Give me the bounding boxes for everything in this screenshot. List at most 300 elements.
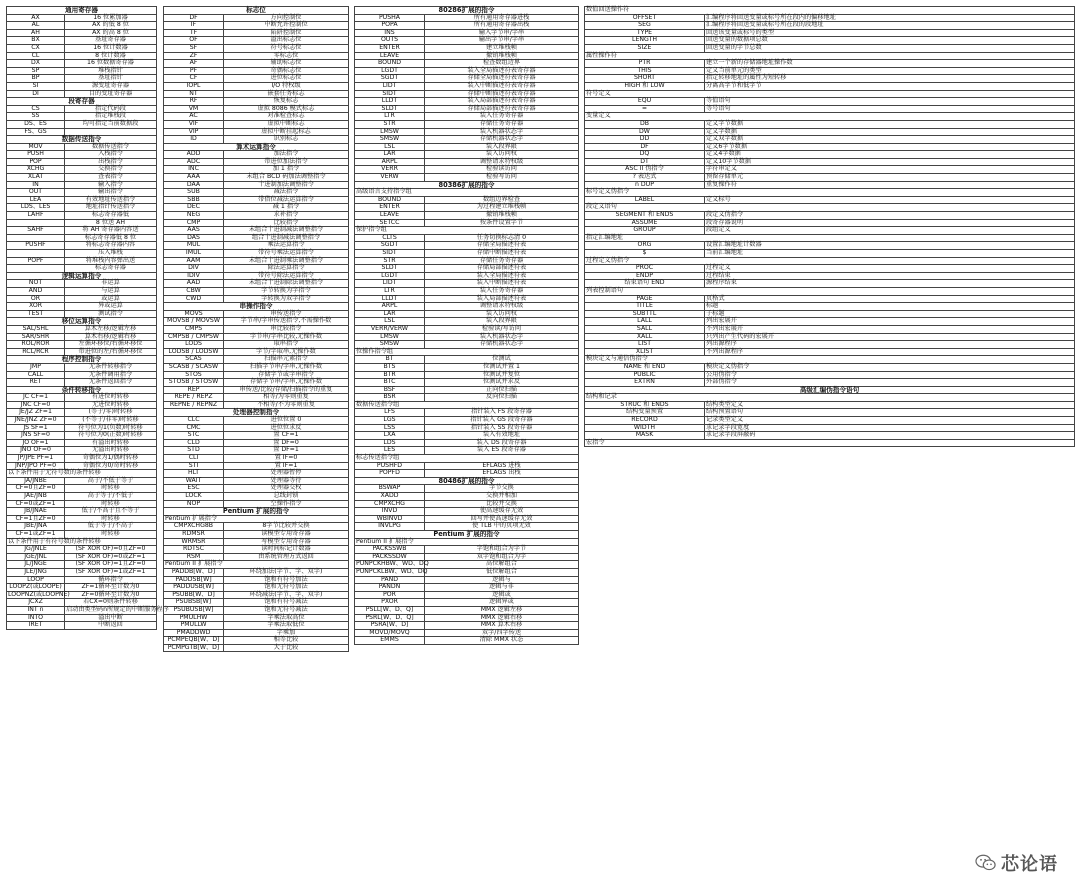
mnemonic-cell: VERR: [355, 166, 425, 174]
mnemonic-cell: AAM: [164, 257, 224, 265]
mnemonic-cell: STC: [164, 432, 224, 440]
table-row: [585, 128, 1075, 136]
mnemonic-cell: LMSW: [355, 333, 425, 341]
table-row: [585, 333, 1075, 341]
description-cell: 结构类型定义: [705, 401, 1075, 409]
description-cell: 装入段界限: [425, 143, 579, 151]
table-row: [7, 14, 157, 22]
description-cell: 处理器暂停: [224, 470, 349, 478]
description-cell: 装入全局描述符表: [425, 272, 579, 280]
description-cell: 均可指定当前数据段: [65, 120, 157, 128]
mnemonic-cell: DW: [585, 128, 705, 136]
mnemonic-cell: OF: [164, 37, 224, 45]
mnemonic-cell: OFFSET: [585, 14, 705, 22]
description-cell: 虚拟中断标志: [224, 120, 349, 128]
mnemonic-cell: LEA: [7, 196, 65, 204]
section-title: 条件转移指令: [7, 386, 157, 394]
description-cell: 8 位计数器: [65, 52, 157, 60]
description-cell: 输出指令: [65, 189, 157, 197]
table-row: [164, 493, 349, 501]
description-cell: 总线封锁: [224, 493, 349, 501]
mnemonic-cell: BX: [7, 37, 65, 45]
mnemonic-cell: DX: [7, 60, 65, 68]
section-title: 位操作指令组: [355, 348, 579, 356]
mnemonic-cell: IOPL: [164, 82, 224, 90]
mnemonic-cell: IMUL: [164, 250, 224, 258]
mnemonic-cell: BSWAP: [355, 485, 425, 493]
mnemonic-cell: INT n: [7, 606, 65, 614]
mnemonic-cell: STRUC 和 ENDS: [585, 401, 705, 409]
section-title: Pentium 扩展的指令: [164, 508, 349, 516]
mnemonic-cell: DF: [164, 14, 224, 22]
mnemonic-cell: NEG: [164, 212, 224, 220]
description-cell: 建立堆栈帧: [425, 44, 579, 52]
description-cell: 存储任务寄存器: [425, 257, 579, 265]
mnemonic-cell: AC: [164, 113, 224, 121]
description-cell: 进位位求反: [224, 424, 349, 432]
description-cell: 时转移: [65, 500, 157, 508]
mnemonic-cell: INS: [355, 29, 425, 37]
section-title: 标号定义伪指令: [585, 189, 1075, 197]
subsection-header: [585, 257, 1075, 265]
mnemonic-cell: AX: [7, 14, 65, 22]
mnemonic-cell: CX: [7, 44, 65, 52]
mnemonic-cell: LOOPZ(或LOOPE): [7, 584, 65, 592]
mnemonic-cell: BP: [7, 75, 65, 83]
table-row: [585, 325, 1075, 333]
description-cell: 双字/四字传送: [425, 629, 579, 637]
mnemonic-cell: [7, 265, 65, 273]
description-cell: 数组边界检查: [425, 196, 579, 204]
table-row: [355, 606, 579, 614]
table-row: [355, 568, 579, 576]
description-cell: 入栈指令: [65, 151, 157, 159]
table-row: [585, 67, 1075, 75]
mnemonic-cell: JAE/JNB: [7, 493, 65, 501]
description-cell: 只列出产生代码的宏展开: [705, 333, 1075, 341]
register-column: [6, 6, 169, 630]
description-cell: 交换并相加: [425, 493, 579, 501]
description-cell: 低于/不高于且不等于: [65, 508, 157, 516]
mnemonic-cell: $: [585, 250, 705, 258]
table-row: [585, 37, 1075, 45]
description-cell: 存储字节串/字串,无操作数: [224, 379, 349, 387]
mnemonic-cell: CBW: [164, 287, 224, 295]
mnemonic-cell: XOR: [7, 303, 65, 311]
description-cell: 有进位时转移: [65, 394, 157, 402]
description-cell: 存储中断描述符表寄存器: [425, 90, 579, 98]
description-cell: 为过程建立堆栈帧: [425, 204, 579, 212]
mnemonic-cell: DAS: [164, 234, 224, 242]
mnemonic-cell: 结构变量预置: [585, 409, 705, 417]
mnemonic-cell: LAR: [355, 151, 425, 159]
mnemonic-cell: XLIST: [585, 348, 705, 356]
mnemonic-cell: DT: [585, 158, 705, 166]
mnemonic-cell: NAME 和 END: [585, 363, 705, 371]
table-row: [585, 136, 1075, 144]
description-cell: 相等/为零则重复: [224, 394, 349, 402]
description-cell: 装入访问权: [425, 151, 579, 159]
description-cell: 数据传送指令: [65, 143, 157, 151]
description-cell: (SF XOR OF)=0且ZF=0: [65, 546, 157, 554]
description-cell: (不等于/非零)时转移: [65, 417, 157, 425]
description-cell: 使 TLB 中的页项无效: [425, 523, 579, 531]
mnemonic-cell: CLTS: [355, 234, 425, 242]
description-cell: 存储中断描述符表: [425, 250, 579, 258]
description-cell: 处理器交权: [224, 485, 349, 493]
mnemonic-cell: MOV: [7, 143, 65, 151]
description-cell: 无条件返回指令: [65, 379, 157, 387]
mnemonic-cell: RSM: [164, 553, 224, 561]
description-cell: 进位标志位: [224, 75, 349, 83]
wechat-icon: [975, 853, 997, 873]
description-cell: 求补指令: [224, 212, 349, 220]
mnemonic-cell: LGDT: [355, 67, 425, 75]
description-cell: 不列出源程序: [705, 348, 1075, 356]
mnemonic-cell: DB: [585, 120, 705, 128]
mnemonic-cell: VIP: [164, 128, 224, 136]
mnemonic-cell: PUBLIC: [585, 371, 705, 379]
section-header: [355, 7, 579, 15]
mnemonic-cell: 结束语句 END: [585, 280, 705, 288]
mnemonic-cell: SEGMENT 和 ENDS: [585, 212, 705, 220]
table-row: [585, 318, 1075, 326]
description-cell: 带进位的左/右循环移位: [65, 348, 157, 356]
mnemonic-cell: WIDTH: [585, 424, 705, 432]
description-cell: 低位解组合: [425, 568, 579, 576]
section-title: 高级汇编伪指令语句: [585, 386, 1075, 394]
mnemonic-cell: DEC: [164, 204, 224, 212]
table-row: [585, 348, 1075, 356]
mnemonic-cell: LOCK: [164, 493, 224, 501]
mnemonic-cell: INTO: [7, 614, 65, 622]
mnemonic-cell: EQU: [585, 98, 705, 106]
description-cell: 无进位时转移: [65, 401, 157, 409]
description-cell: EFLAGS 进栈: [425, 462, 579, 470]
table-row: [355, 493, 579, 501]
section-title: Pentium II 扩展指令: [164, 561, 349, 569]
description-cell: 带借位减法运算指令: [224, 196, 349, 204]
mnemonic-cell: CS: [7, 105, 65, 113]
table-row: [585, 98, 1075, 106]
table-row: [355, 363, 579, 371]
description-cell: 检查数组边界: [425, 60, 579, 68]
mnemonic-cell: SF: [164, 44, 224, 52]
subsection-header: [355, 455, 579, 463]
table-row: [585, 242, 1075, 250]
mnemonic-cell: PAGE: [585, 295, 705, 303]
mnemonic-cell: STR: [355, 257, 425, 265]
mnemonic-cell: CMC: [164, 424, 224, 432]
section-title: 数据传送指令: [7, 136, 157, 144]
description-cell: 分离高字节和低字节: [705, 82, 1075, 90]
description-cell: 减法指令: [224, 189, 349, 197]
mnemonic-cell: STI: [164, 462, 224, 470]
description-cell: 装入任务寄存器: [425, 113, 579, 121]
table-row: [164, 363, 349, 371]
description-cell: 算术左移/逻辑左移: [65, 325, 157, 333]
description-cell: 过程定义: [705, 265, 1075, 273]
mnemonic-cell: MASK: [585, 432, 705, 440]
description-cell: 汇编程序将回送变量或标号所在段内的偏移地址: [705, 14, 1075, 22]
mnemonic-cell: PSUBSB[W]: [164, 599, 224, 607]
table-row: [585, 82, 1075, 90]
mnemonic-cell: INVD: [355, 508, 425, 516]
mnemonic-cell: CF=0且ZF=0: [7, 485, 65, 493]
mnemonic-cell: SS: [7, 113, 65, 121]
description-cell: 启动由类型码n所规定的中断服务程序: [66, 605, 169, 613]
mnemonic-cell: ESC: [164, 485, 224, 493]
mnemonic-cell: CMP: [164, 219, 224, 227]
mnemonic-cell: LIST: [585, 341, 705, 349]
description-cell: 指针装入 FS 段寄存器: [425, 409, 579, 417]
description-cell: 过程结束: [705, 272, 1075, 280]
mnemonic-cell: LOOP: [7, 576, 65, 584]
description-cell: 16 位计数器: [65, 44, 157, 52]
mnemonic-cell: PUSHA: [355, 14, 425, 22]
description-cell: 指定堆栈段: [65, 113, 157, 121]
mnemonic-cell: RDTSC: [164, 546, 224, 554]
mnemonic-cell: IF: [164, 22, 224, 30]
description-cell: 记录类型定义: [705, 417, 1075, 425]
table-row: [585, 174, 1075, 182]
description-cell: 存储机器状态字: [425, 341, 579, 349]
mnemonic-cell: PCMPGTB[W、D]: [164, 644, 224, 652]
description-cell: 双字饱和组合为字: [425, 553, 579, 561]
mnemonic-cell: AL: [7, 22, 65, 30]
description-cell: 目的变址寄存器: [65, 90, 157, 98]
mnemonic-cell: PUNPCKHBW、WD、DQ: [356, 560, 429, 568]
mnemonic-cell: ENDP: [585, 272, 705, 280]
mnemonic-cell: BTR: [355, 371, 425, 379]
table-row: [7, 22, 157, 30]
section-title: 宏指令: [585, 439, 1075, 447]
description-cell: 乘法运算指令: [224, 242, 349, 250]
description-cell: 列出宏展开: [705, 318, 1075, 326]
table-row: [164, 250, 349, 258]
description-cell: 定义字节数据: [705, 120, 1075, 128]
description-cell: 位测试: [425, 356, 579, 364]
description-cell: 或运算: [65, 295, 157, 303]
description-cell: 高位解组合: [425, 561, 579, 569]
mnemonic-cell: JGE/JNL: [7, 553, 65, 561]
description-cell: 位测试并置 1: [425, 363, 579, 371]
mnemonic-cell: JL/JNGE: [7, 561, 65, 569]
mnemonic-cell: LLDT: [355, 98, 425, 106]
mnemonic-cell: CLI: [164, 455, 224, 463]
description-cell: 指定代码段: [65, 105, 157, 113]
mnemonic-cell: JE/JZ ZF=1: [7, 409, 65, 417]
mnemonic-cell: PSRL[W、D、Q]: [355, 614, 425, 622]
mnemonic-cell: PCMPEQB[W、D]: [164, 637, 224, 645]
mnemonic-cell: ASC II 伪指令: [585, 166, 705, 174]
mnemonic-cell: SAHF: [7, 227, 65, 235]
description-cell: 逻辑异或: [425, 599, 579, 607]
description-cell: 装入访问权: [425, 310, 579, 318]
mnemonic-cell: SLDT: [355, 105, 425, 113]
description-cell: 调整请求特权级: [425, 303, 579, 311]
table-row: [585, 363, 1075, 371]
table-row: [585, 14, 1075, 22]
description-cell: 扫描字节串/字串,无操作数: [224, 363, 349, 371]
mnemonic-cell: AND: [7, 287, 65, 295]
description-cell: 位测试并求反: [425, 379, 579, 387]
description-cell: 交换指令: [65, 166, 157, 174]
description-cell: 8 位送 AH: [65, 219, 157, 227]
description-cell: 存储任务寄存器: [425, 120, 579, 128]
description-cell: 子标题: [705, 310, 1075, 318]
description-cell: 左循环移位/右循环移位: [65, 341, 157, 349]
section-title: 串操作指令: [164, 303, 349, 311]
description-cell: 按条件设置字节: [425, 219, 579, 227]
mnemonic-cell: OUT: [7, 189, 65, 197]
description-cell: 清除 MMX 状态: [425, 637, 579, 645]
description-cell: 存储全局描述符表: [425, 242, 579, 250]
description-cell: 取串指令: [224, 341, 349, 349]
description-cell: 装入 DS 段寄存器: [425, 439, 579, 447]
table-row: [585, 219, 1075, 227]
table-row: [585, 120, 1075, 128]
section-title: 符号定义: [585, 90, 1075, 98]
mnemonic-cell: n DUP: [585, 181, 705, 189]
mnemonic-cell: PADDB[W、D]: [164, 568, 224, 576]
mnemonic-cell: NOP: [164, 500, 224, 508]
description-cell: 任务切换标志清 0: [425, 234, 579, 242]
description-cell: I/O 特权级: [224, 82, 349, 90]
subsection-header: [585, 439, 1075, 447]
instruction-table: [584, 6, 1075, 447]
table-row: [7, 455, 157, 463]
mnemonic-cell: PUSHFD: [355, 462, 425, 470]
description-cell: 置 IF=1: [224, 462, 349, 470]
section-title: 80486扩展的指令: [355, 477, 579, 485]
description-cell: 符号标志位: [224, 44, 349, 52]
description-cell: 模块定义伪指令: [705, 363, 1075, 371]
mnemonic-cell: SI: [7, 82, 65, 90]
description-cell: AX 的低 8 位: [65, 22, 157, 30]
mnemonic-cell: ORG: [585, 242, 705, 250]
mnemonic-cell: SUBTTL: [585, 310, 705, 318]
extended-instr-column: [354, 6, 578, 645]
mnemonic-cell: JNS SF=0: [7, 432, 65, 440]
section-title: 数据传送指令组: [355, 401, 579, 409]
mnemonic-cell: PSRA[W、D]: [355, 622, 425, 630]
table-row: [585, 295, 1075, 303]
mnemonic-cell: JA/JNBE: [7, 477, 65, 485]
description-cell: 饱和无符号加法: [224, 584, 349, 592]
description-cell: 无条件调用指令: [65, 371, 157, 379]
description-cell: 装入局部描述符表: [425, 295, 579, 303]
mnemonic-cell: SMSW: [355, 341, 425, 349]
subsection-header: [585, 52, 1075, 60]
description-cell: 撤销堆栈帧: [425, 52, 579, 60]
instruction-table: [6, 6, 169, 630]
mnemonic-cell: PUSH: [7, 151, 65, 159]
section-title: 程序控制指令: [7, 356, 157, 364]
description-cell: 带进位加法指令: [224, 158, 349, 166]
description-cell: 定义标号: [705, 196, 1075, 204]
mnemonic-cell: JLE/JNG: [7, 568, 65, 576]
description-cell: 无条件转移指令: [65, 363, 157, 371]
description-cell: 装入段界限: [425, 318, 579, 326]
description-cell: 定义双字数据: [705, 136, 1075, 144]
mnemonic-cell: CF=1且ZF=0: [7, 515, 65, 523]
description-cell: 奇偶标志位: [224, 67, 349, 75]
description-cell: 装入机器状态字: [425, 333, 579, 341]
description-cell: 奇偶位为1/偶时转移: [65, 455, 157, 463]
description-cell: 字乘加: [224, 629, 349, 637]
section-title: 过程定义伪指令: [585, 257, 1075, 265]
description-cell: 字乘法取高位: [224, 614, 349, 622]
description-cell: 出栈指令: [65, 158, 157, 166]
mnemonic-cell: LFS: [355, 409, 425, 417]
mnemonic-cell: RDMSR: [164, 530, 224, 538]
table-row: [585, 151, 1075, 159]
description-cell: 等值语句: [705, 98, 1075, 106]
table-row: [164, 530, 349, 538]
mnemonic-cell: NOT: [7, 280, 65, 288]
description-cell: 源程序结束: [705, 280, 1075, 288]
table-row: [7, 493, 157, 501]
description-cell: (SF XOR OF)=0或ZF=1: [65, 553, 157, 561]
description-cell: 零标志位: [224, 52, 349, 60]
mnemonic-cell: FS、GS: [7, 128, 65, 136]
mnemonic-cell: PTR: [585, 60, 705, 68]
description-cell: 比较指令: [224, 219, 349, 227]
table-row: [7, 325, 157, 333]
description-cell: 重复操作符: [705, 181, 1075, 189]
mnemonic-cell: ENTER: [355, 44, 425, 52]
mnemonic-cell: DS、ES: [7, 120, 65, 128]
table-row: [7, 568, 157, 576]
mnemonic-cell: NT: [164, 90, 224, 98]
mnemonic-cell: AAA: [164, 174, 224, 182]
table-row: [164, 455, 349, 463]
mnemonic-cell: LXA: [355, 432, 425, 440]
mnemonic-cell: ROL/ROR: [7, 341, 65, 349]
section-title: 段寄存器: [7, 98, 157, 106]
mnemonic-cell: JO OF=1: [7, 439, 65, 447]
description-cell: 算术右移/逻辑右移: [65, 333, 157, 341]
description-cell: 方向控制位: [224, 14, 349, 22]
description-cell: 字节交换: [425, 485, 579, 493]
description-cell: 定义4字数据: [705, 151, 1075, 159]
description-cell: 虚拟中断挂起标志: [224, 128, 349, 136]
mnemonic-cell: XCHG: [7, 166, 65, 174]
mnemonic-cell: OR: [7, 295, 65, 303]
section-title: Pentium II 扩展指令: [355, 538, 579, 546]
table-row: [7, 75, 157, 83]
table-row: [7, 67, 157, 75]
mnemonic-cell: ARPL: [355, 158, 425, 166]
description-cell: 相等比较: [224, 637, 349, 645]
mnemonic-cell: EMMS: [355, 637, 425, 645]
subsection-header: [585, 113, 1075, 121]
mnemonic-cell: GROUP: [585, 227, 705, 235]
mnemonic-cell: JNC CF=0: [7, 401, 65, 409]
description-cell: 置 DF=1: [224, 447, 349, 455]
mnemonic-cell: SCAS: [164, 356, 224, 364]
description-cell: 加 1 指令: [224, 166, 349, 174]
description-cell: 奇偶位为0/奇时转移: [65, 462, 157, 470]
description-cell: 使高速缓存无效: [425, 508, 579, 516]
mnemonic-cell: INC: [164, 166, 224, 174]
description-cell: 与运算: [65, 287, 157, 295]
description-cell: 回送变量的数据项总数: [705, 37, 1075, 45]
section-header: [7, 98, 157, 106]
table-row: [585, 432, 1075, 440]
mnemonic-cell: BSR: [355, 394, 425, 402]
